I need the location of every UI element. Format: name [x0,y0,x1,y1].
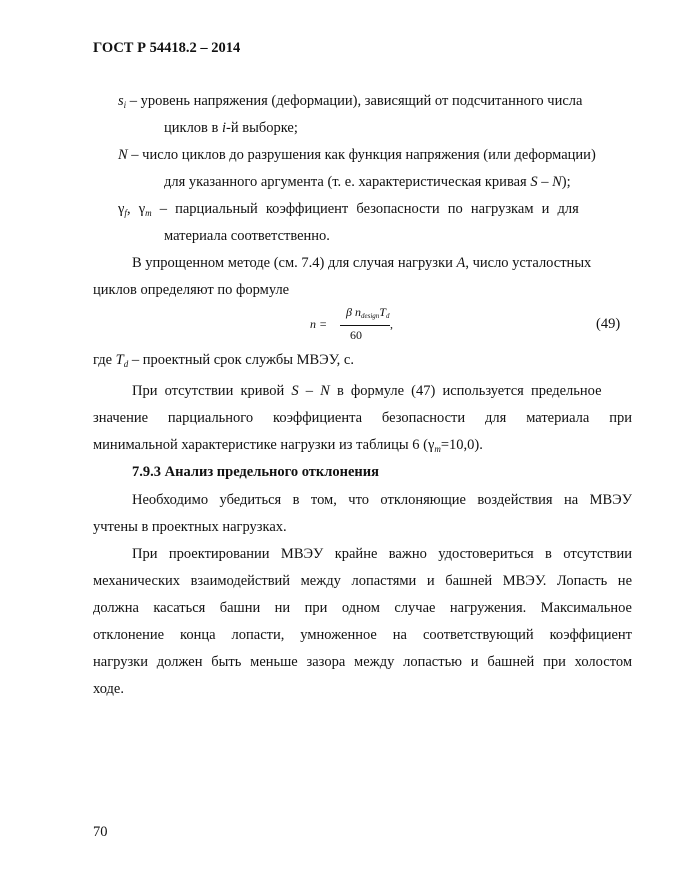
para4-line: должна касаться башни ни при одном случае нагружения. Максимальное [93,600,632,616]
def-si-text: – уровень напряжения (деформации), зависящий от подсчитанного числа [126,93,583,109]
def-gamma-line2: материала соответственно. [164,228,330,244]
para4-line: механических взаимодействий между лопастями и башней МВЭУ. Лопасть не [93,573,632,589]
para2-line1: При отсутствии кривой S – N в формуле (47) используется предельное [132,383,602,399]
para3-line2: учтены в проектных нагрузках. [93,519,287,535]
formula-numerator: β ndesignTd [346,305,390,320]
def-si-symbol: s [118,93,124,109]
page-header: ГОСТ Р 54418.2 – 2014 [93,40,241,56]
para1-line2: циклов определяют по формуле [93,282,290,298]
para1-line1: В упрощенном методе (см. 7.4) для случая нагрузки A, число усталостных [132,255,592,271]
formula-denominator: 60 [350,328,362,342]
def-gamma-line1: $\gamma_f$, $\gamma_m$ – парциальный коэффициент безопасности по нагрузкам и для [118,201,579,218]
para4-line: ходе. [93,681,124,697]
formula-fraction-bar [340,325,390,326]
formula-lhs: n = [310,317,328,331]
page-number: 70 [93,824,108,840]
def-n-line2: для указанного аргумента (т. е. характеристическая кривая S – N); [164,174,571,190]
para2-line3: минимальной характеристике нагрузки из таблицы 6 $(\gamma_m=10,0)$. [93,437,483,454]
para2-line2: значение парциального коэффициента безопасности для материала при [93,410,632,426]
formula-49 [300,305,420,345]
section-heading: 7.9.3 Анализ предельного отклонения [132,464,379,480]
equation-number: (49) [596,316,621,332]
para4-line: При проектировании МВЭУ крайне важно удостовериться в отсутствии [132,546,632,562]
formula-comma: , [390,317,393,331]
def-si-line1 [118,92,632,114]
def-n-line1: N – число циклов до разрушения как функция напряжения (или деформации) [118,147,596,163]
para3-line1: Необходимо убедиться в том, что отклоняющие воздействия на МВЭУ [132,492,632,508]
def-n-symbol: N [118,147,128,163]
para4-line: нагрузки должен быть меньше зазора между лопастью и башней при холостом [93,654,632,670]
def-si-sub: i [123,100,127,110]
para4-line: отклонение конца лопасти, умноженное на соответствующий коэффициент [93,627,632,643]
where-td: где $T_d$ – проектный срок службы МВЭУ, с. [93,352,354,369]
def-si-line2: циклов в i-й выборке; [164,120,298,136]
